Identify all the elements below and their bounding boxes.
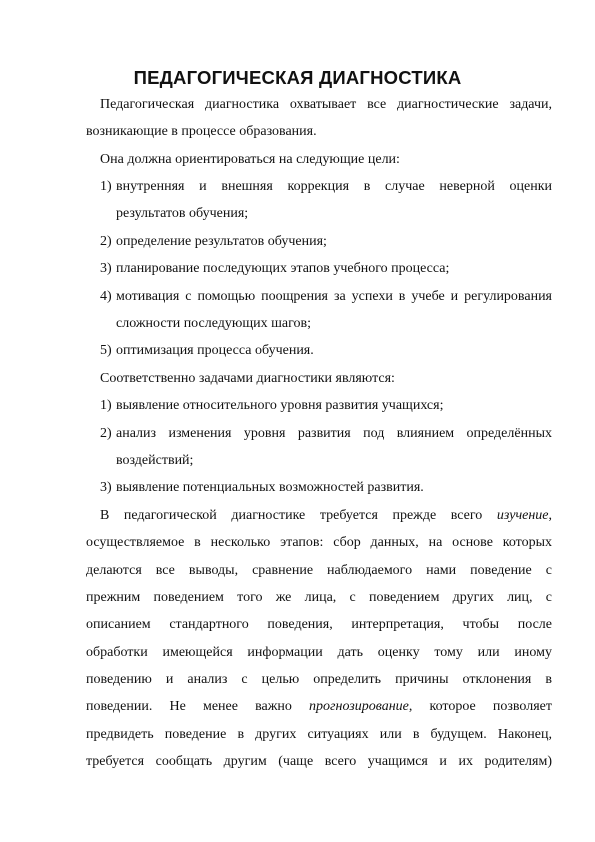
goal-3-number: 3) [100,261,112,276]
paragraph-line-6: обработки имеющейся информации дать оценку тому или иному [86,645,552,660]
paragraph-line-9: предвидеть поведение в других ситуациях или в будущем. Наконец, [86,727,552,742]
goal-2-number: 2) [100,234,112,249]
task-3-text: выявление потенциальных возможностей развития. [116,480,424,495]
task-1-text: выявление относительного уровня развития учащихся; [116,398,444,413]
goal-1-number: 1) [100,179,112,194]
paragraph-line-1-b: , [548,508,552,523]
emphasis-study: изучение [496,508,549,523]
goal-1-text: внутренняя и внешняя коррекция в случае неверной оценки [116,179,552,194]
paragraph-line-2: осуществляемое в несколько этапов: сбор данных, на основе которых [86,535,552,550]
task-1-number: 1) [100,398,112,413]
goals-heading: Она должна ориентироваться на следующие цели: [100,152,400,167]
task-2-text: анализ изменения уровня развития под влиянием определённых [116,426,552,441]
paragraph-line-1-a: В педагогической диагностике требуется прежде всего [100,508,497,523]
task-2-number: 2) [100,426,112,441]
goal-2-text: определение результатов обучения; [116,234,327,249]
goal-4-text-cont: сложности последующих шагов; [116,316,312,331]
paragraph-line-7: поведению и анализ с целью определить причины отклонения в [86,672,552,687]
goal-1-text-cont: результатов обучения; [116,206,249,221]
paragraph-line-8-b: , которое позволяет [408,699,552,714]
paragraph-line-8 [86,698,552,716]
goal-5-text: оптимизация процесса обучения. [116,343,314,358]
intro-line-1: Педагогическая диагностика охватывает все диагностические задачи, [100,97,552,112]
intro-line-2: возникающие в процессе образования. [86,124,317,139]
task-2-text-cont: воздействий; [116,453,194,468]
page-title: ПЕДАГОГИЧЕСКАЯ ДИАГНОСТИКА [133,67,462,88]
goal-3-text: планирование последующих этапов учебного процесса; [116,261,450,276]
paragraph-line-10: требуется сообщать другим (чаще всего учащимся и их родителям) [86,754,552,769]
goal-4-text: мотивация с помощью поощрения за успехи в учебе и регулирования [116,289,552,304]
emphasis-forecasting: прогнозирование [309,699,409,714]
paragraph-line-3: делаются все выводы, сравнение наблюдаемого нами поведение с [86,563,552,578]
goal-4-number: 4) [100,289,112,304]
paragraph-line-1 [100,507,552,525]
paragraph-line-5: описанием стандартного поведения, интерпретация, чтобы после [86,617,552,632]
tasks-heading: Соответственно задачами диагностики являются: [100,371,395,386]
task-3-number: 3) [100,480,112,495]
goal-5-number: 5) [100,343,112,358]
paragraph-line-8-a: поведении. Не менее важно [86,699,310,714]
paragraph-line-4: прежним поведением того же лица, с поведением других лиц, с [86,590,552,605]
